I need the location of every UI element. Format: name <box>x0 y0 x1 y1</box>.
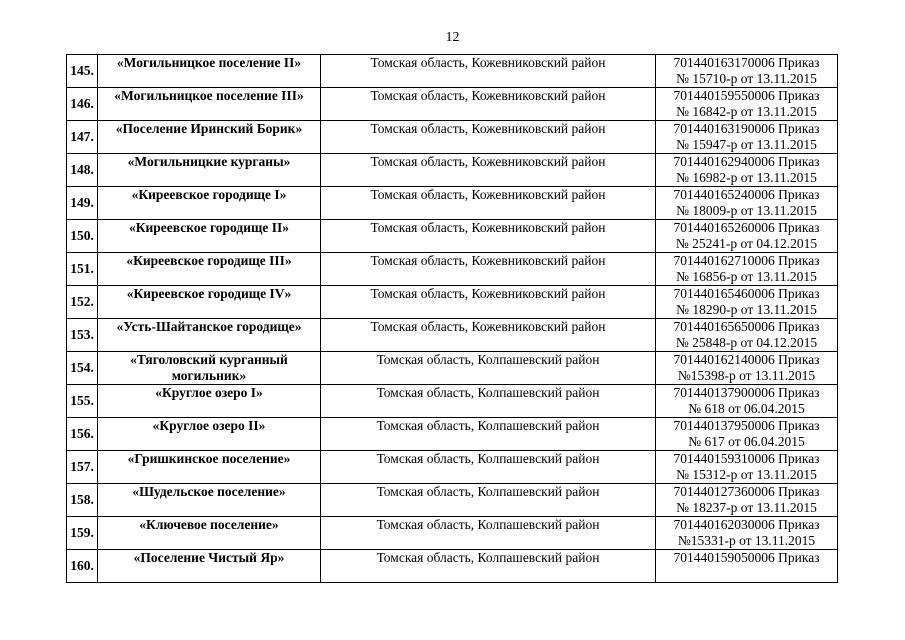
order-reference-line: № 18290-р от 13.11.2015 <box>676 302 817 317</box>
registry-info <box>656 88 838 121</box>
site-location: Томская область, Колпашевский район <box>321 484 656 517</box>
site-name: «Могильницкое поселение III» <box>98 88 321 121</box>
order-reference-line: № 15710-р от 13.11.2015 <box>676 71 817 86</box>
registry-number-line: 701440159310006 Приказ <box>673 451 820 466</box>
site-name: «Киреевское городище III» <box>98 253 321 286</box>
row-number: 159. <box>67 517 98 550</box>
order-reference-line: № 16856-р от 13.11.2015 <box>676 269 817 284</box>
registry-number-line: 701440165260006 Приказ <box>673 220 820 235</box>
order-reference-line: № 617 от 06.04.2015 <box>688 434 805 449</box>
registry-info <box>656 55 838 88</box>
registry-number-line: 701440137950006 Приказ <box>673 418 820 433</box>
page-number: 12 <box>445 30 460 45</box>
row-number: 145. <box>67 55 98 88</box>
row-number: 147. <box>67 121 98 154</box>
registry-number-line: 701440162030006 Приказ <box>673 517 820 532</box>
table-row <box>67 418 838 451</box>
site-name: «Круглое озеро II» <box>98 418 321 451</box>
registry-info <box>656 352 838 385</box>
registry-info <box>656 550 838 583</box>
site-location: Томская область, Кожевниковский район <box>321 286 656 319</box>
order-reference-line: № 15312-р от 13.11.2015 <box>676 467 817 482</box>
site-name: «Усть-Шайтанское городище» <box>98 319 321 352</box>
registry-number-line: 701440163190006 Приказ <box>673 121 820 136</box>
table-row <box>67 385 838 418</box>
order-reference-line: № 25241-р от 04.12.2015 <box>675 236 818 251</box>
row-number: 153. <box>67 319 98 352</box>
site-location: Томская область, Кожевниковский район <box>321 319 656 352</box>
site-name: «Киреевское городище II» <box>98 220 321 253</box>
site-location: Томская область, Колпашевский район <box>321 550 656 583</box>
site-location: Томская область, Кожевниковский район <box>321 121 656 154</box>
registry-info <box>656 385 838 418</box>
row-number: 160. <box>67 550 98 583</box>
row-number: 158. <box>67 484 98 517</box>
table-row <box>67 517 838 550</box>
order-reference-line: № 25848-р от 04.12.2015 <box>675 335 818 350</box>
order-reference-line: № 16842-р от 13.11.2015 <box>676 104 817 119</box>
registry-number-line: 701440159550006 Приказ <box>673 88 820 103</box>
row-number: 146. <box>67 88 98 121</box>
table-row <box>67 220 838 253</box>
table-row <box>67 286 838 319</box>
order-reference-line: №15331-р от 13.11.2015 <box>677 533 816 548</box>
registry-info <box>656 121 838 154</box>
table-row <box>67 88 838 121</box>
order-reference-line: № 15947-р от 13.11.2015 <box>676 137 817 152</box>
registry-info <box>656 418 838 451</box>
order-reference-line: № 618 от 06.04.2015 <box>688 401 805 416</box>
registry-number-line: 701440162940006 Приказ <box>673 154 820 169</box>
row-number: 150. <box>67 220 98 253</box>
site-location: Томская область, Кожевниковский район <box>321 154 656 187</box>
registry-number-line: 701440159050006 Приказ <box>673 550 820 565</box>
site-name: «Шудельское поселение» <box>98 484 321 517</box>
registry-info <box>656 187 838 220</box>
table-row <box>67 319 838 352</box>
table-row <box>67 187 838 220</box>
row-number: 156. <box>67 418 98 451</box>
heritage-registry-table <box>66 54 838 583</box>
order-reference-line: № 18009-р от 13.11.2015 <box>676 203 817 218</box>
order-reference-line: № 16982-р от 13.11.2015 <box>676 170 817 185</box>
site-location: Томская область, Кожевниковский район <box>321 55 656 88</box>
table-row <box>67 121 838 154</box>
site-location: Томская область, Колпашевский район <box>321 418 656 451</box>
registry-info <box>656 220 838 253</box>
order-reference-line: №15398-р от 13.11.2015 <box>677 368 816 383</box>
site-name: «Гришкинское поселение» <box>98 451 321 484</box>
site-name: «Могильницкое поселение II» <box>98 55 321 88</box>
site-name: «Могильницкие курганы» <box>98 154 321 187</box>
registry-info <box>656 154 838 187</box>
row-number: 151. <box>67 253 98 286</box>
registry-info <box>656 286 838 319</box>
registry-number-line: 701440165650006 Приказ <box>673 319 820 334</box>
table-row <box>67 55 838 88</box>
registry-info <box>656 451 838 484</box>
table-row <box>67 352 838 385</box>
registry-number-line: 701440127360006 Приказ <box>673 484 820 499</box>
table-row <box>67 451 838 484</box>
site-location: Томская область, Кожевниковский район <box>321 187 656 220</box>
table-row <box>67 253 838 286</box>
site-name: «Тяголовский курганный могильник» <box>98 352 321 385</box>
table-row <box>67 484 838 517</box>
site-location: Томская область, Колпашевский район <box>321 451 656 484</box>
row-number: 157. <box>67 451 98 484</box>
row-number: 155. <box>67 385 98 418</box>
row-number: 154. <box>67 352 98 385</box>
site-location: Томская область, Колпашевский район <box>321 352 656 385</box>
table-row <box>67 550 838 583</box>
registry-info <box>656 517 838 550</box>
site-name: «Ключевое поселение» <box>98 517 321 550</box>
site-name: «Киреевское городище IV» <box>98 286 321 319</box>
order-reference-line: № 18237-р от 13.11.2015 <box>676 500 817 515</box>
registry-number-line: 701440165240006 Приказ <box>673 187 820 202</box>
site-name: «Круглое озеро I» <box>98 385 321 418</box>
site-name: «Киреевское городище I» <box>98 187 321 220</box>
site-name: «Поселение Иринский Борик» <box>98 121 321 154</box>
row-number: 149. <box>67 187 98 220</box>
registry-number-line: 701440163170006 Приказ <box>673 55 820 70</box>
site-name: «Поселение Чистый Яр» <box>98 550 321 583</box>
table-row <box>67 154 838 187</box>
site-location: Томская область, Кожевниковский район <box>321 253 656 286</box>
registry-number-line: 701440165460006 Приказ <box>673 286 820 301</box>
row-number: 148. <box>67 154 98 187</box>
site-location: Томская область, Кожевниковский район <box>321 88 656 121</box>
row-number: 152. <box>67 286 98 319</box>
registry-info <box>656 253 838 286</box>
site-location: Томская область, Кожевниковский район <box>321 220 656 253</box>
registry-number-line: 701440137900006 Приказ <box>673 385 820 400</box>
registry-number-line: 701440162140006 Приказ <box>673 352 820 367</box>
registry-info <box>656 484 838 517</box>
site-location: Томская область, Колпашевский район <box>321 385 656 418</box>
table-body <box>67 55 838 583</box>
registry-number-line: 701440162710006 Приказ <box>673 253 820 268</box>
registry-info <box>656 319 838 352</box>
site-location: Томская область, Колпашевский район <box>321 517 656 550</box>
